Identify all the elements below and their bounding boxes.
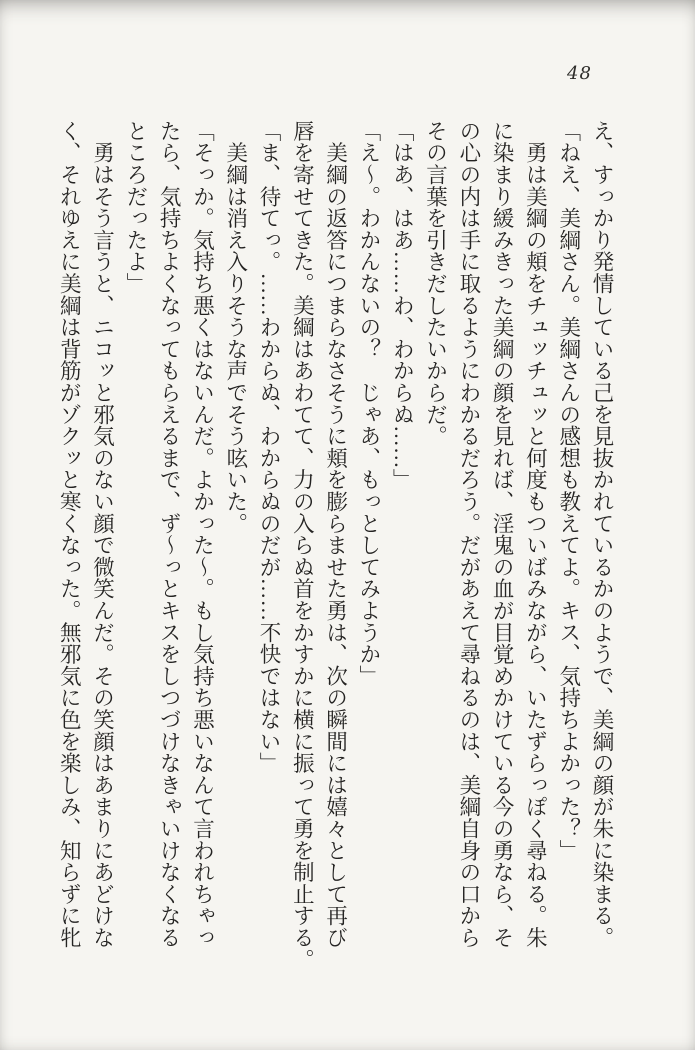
text-line-6: その言葉を引きだしたいからだ。	[423, 120, 448, 447]
text-line-12: 美綱は消え入りそうな声でそう呟いた。	[223, 120, 248, 535]
text-line-1: え、すっかり発情している己を見抜かれているかのようで、美綱の顔が朱に染まる。	[590, 120, 614, 949]
text-line-2: 「ねえ、美綱さん。美綱さんの感想も教えてよ。キス、気持ちよかった？」	[556, 120, 581, 862]
text-line-9: 美綱の返答につまらなさそうに頬を膨らませた勇は、次の瞬間には嬉々として再び	[323, 120, 348, 949]
text-line-4: に染まり緩みきった美綱の顔を見れば、淫鬼の血が目覚めかけている今の勇なら、そ	[490, 120, 515, 949]
text-line-16: 勇はそう言うと、ニコッと邪気のない顔で微笑んだ。その笑顔はあまりにあどけな	[90, 120, 115, 949]
text-line-8: 「え〜。わかんないの？ じゃあ、もっとしてみようか」	[356, 120, 381, 687]
text-line-17: く、それゆえに美綱は背筋がゾクッと寒くなった。無邪気に色を楽しみ、知らずに牝	[57, 120, 82, 949]
page-number: 48	[567, 63, 592, 84]
text-line-7: 「はあ、はあ……わ、わからぬ……」	[390, 120, 415, 491]
text-line-10: 唇を寄せてきた。美綱はあわてて、力の入らぬ首をかすかに横に振って勇を制止する。	[290, 120, 315, 971]
text-line-14: たら、気持ちよくなってもらえるまで、ず〜っとキスをしつづけなきゃいけなくなる	[157, 120, 182, 949]
text-block	[52, 120, 618, 970]
text-line-5: の心の内は手に取るようにわかるだろう。だがあえて尋ねるのは、美綱自身の口から	[456, 120, 481, 949]
text-line-15: ところだったよ」	[123, 120, 148, 295]
text-line-11: 「ま、待てっ。……わからぬ、わからぬのだが……不快ではない」	[257, 120, 282, 774]
text-line-3: 勇は美綱の頬をチュッチュッと何度もついばみながら、いたずらっぽく尋ねる。朱	[523, 120, 548, 949]
text-line-13: 「そっか。気持ち悪くはないんだ。よかった〜。もし気持ち悪いなんて言われちゃっ	[190, 120, 215, 949]
